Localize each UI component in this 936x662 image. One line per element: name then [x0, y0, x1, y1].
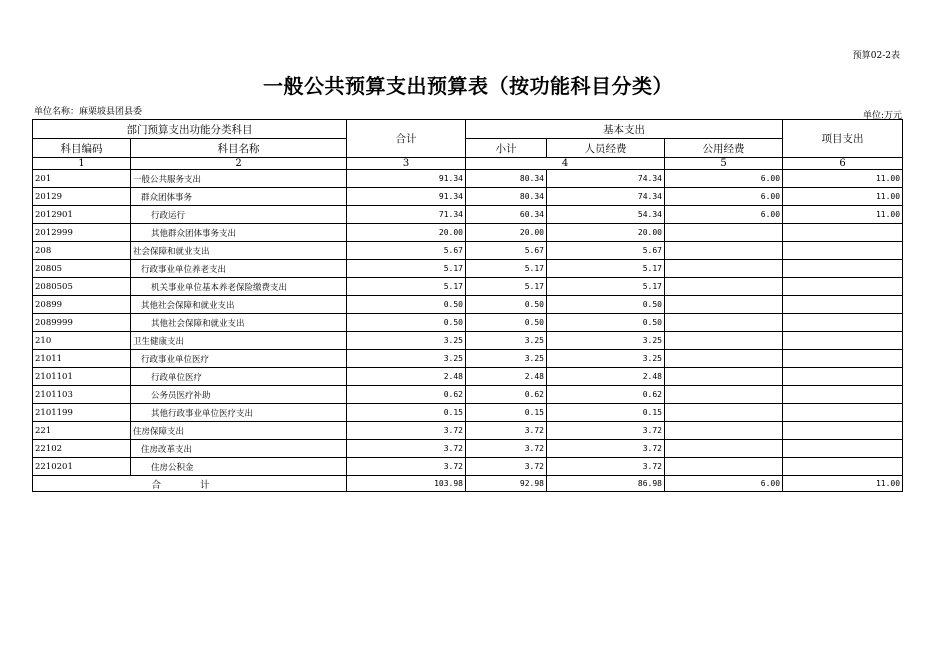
subtotal-cell: 80.34: [466, 170, 547, 188]
header-basic: 基本支出: [466, 120, 783, 139]
total-row: [33, 476, 903, 492]
public-cell: 6.00: [665, 476, 783, 492]
subtotal-cell: 3.25: [466, 332, 547, 350]
code-cell: 2012999: [33, 224, 131, 242]
personnel-cell: 3.72: [547, 440, 665, 458]
unit-label: 单位:万元: [862, 111, 902, 121]
project-cell: [783, 278, 903, 296]
name-cell: 机关事业单位基本养老保险缴费支出: [131, 278, 347, 296]
subtotal-cell: 20.00: [466, 224, 547, 242]
header-personnel: 人员经费: [547, 139, 665, 158]
code-cell: 221: [33, 422, 131, 440]
personnel-cell: 20.00: [547, 224, 665, 242]
public-cell: [665, 350, 783, 368]
project-cell: [783, 350, 903, 368]
public-cell: [665, 314, 783, 332]
subtotal-cell: 3.72: [466, 422, 547, 440]
table-row: [33, 422, 903, 440]
subtotal-cell: 5.17: [466, 278, 547, 296]
name-cell: 其他行政事业单位医疗支出: [131, 404, 347, 422]
code-cell: 20129: [33, 188, 131, 206]
name-cell: 一般公共服务支出: [131, 170, 347, 188]
header-dept-group: 部门预算支出功能分类科目: [33, 120, 347, 139]
subtotal-cell: 2.48: [466, 368, 547, 386]
project-cell: 11.00: [783, 170, 903, 188]
header-subtotal: 小计: [466, 139, 547, 158]
code-cell: 21011: [33, 350, 131, 368]
personnel-cell: 0.50: [547, 296, 665, 314]
subtotal-cell: 80.34: [466, 188, 547, 206]
personnel-cell: 0.50: [547, 314, 665, 332]
code-cell: 210: [33, 332, 131, 350]
code-cell: 208: [33, 242, 131, 260]
subtotal-cell: 5.67: [466, 242, 547, 260]
code-cell: 2080505: [33, 278, 131, 296]
personnel-cell: 5.17: [547, 260, 665, 278]
total-cell: 0.62: [347, 386, 466, 404]
subtotal-cell: 3.25: [466, 350, 547, 368]
header-total: 合计: [347, 120, 466, 158]
public-cell: [665, 458, 783, 476]
name-cell: 行政事业单位医疗: [131, 350, 347, 368]
index-cell: 1: [33, 158, 131, 170]
total-cell: 5.67: [347, 242, 466, 260]
total-cell: 3.72: [347, 422, 466, 440]
total-cell: 0.50: [347, 314, 466, 332]
personnel-cell: 0.62: [547, 386, 665, 404]
table-row: [33, 224, 903, 242]
table-row: [33, 170, 903, 188]
name-cell: 住房改革支出: [131, 440, 347, 458]
unit-name: 单位名称：麻栗坡县团县委: [34, 107, 143, 117]
total-cell: 5.17: [347, 260, 466, 278]
code-cell: 2101199: [33, 404, 131, 422]
personnel-cell: 3.72: [547, 422, 665, 440]
name-cell: 群众团体事务: [131, 188, 347, 206]
total-cell: 3.72: [347, 458, 466, 476]
personnel-cell: 3.25: [547, 332, 665, 350]
project-cell: [783, 458, 903, 476]
code-cell: 201: [33, 170, 131, 188]
personnel-cell: 0.15: [547, 404, 665, 422]
public-cell: [665, 404, 783, 422]
name-cell: 卫生健康支出: [131, 332, 347, 350]
subtotal-cell: 3.72: [466, 440, 547, 458]
index-cell: 2: [131, 158, 347, 170]
public-cell: [665, 332, 783, 350]
project-cell: 11.00: [783, 188, 903, 206]
public-cell: [665, 422, 783, 440]
total-cell: 3.25: [347, 332, 466, 350]
subtotal-cell: 5.17: [466, 260, 547, 278]
project-cell: [783, 422, 903, 440]
code-cell: 22102: [33, 440, 131, 458]
personnel-cell: 86.98: [547, 476, 665, 492]
project-cell: [783, 368, 903, 386]
public-cell: [665, 440, 783, 458]
subtotal-cell: 3.72: [466, 458, 547, 476]
total-cell: 71.34: [347, 206, 466, 224]
project-cell: [783, 224, 903, 242]
personnel-cell: 5.17: [547, 278, 665, 296]
table-body: [33, 170, 903, 476]
subtotal-cell: 0.50: [466, 296, 547, 314]
code-cell: 2012901: [33, 206, 131, 224]
table-row: [33, 206, 903, 224]
header-public: 公用经费: [665, 139, 783, 158]
code-cell: 20805: [33, 260, 131, 278]
table-row: [33, 242, 903, 260]
name-cell: 行政单位医疗: [131, 368, 347, 386]
public-cell: 6.00: [665, 206, 783, 224]
index-cell: 3: [347, 158, 466, 170]
public-cell: [665, 224, 783, 242]
project-cell: 11.00: [783, 206, 903, 224]
subtotal-cell: 60.34: [466, 206, 547, 224]
code-cell: 2101103: [33, 386, 131, 404]
total-cell: 20.00: [347, 224, 466, 242]
subtotal-cell: 0.62: [466, 386, 547, 404]
project-cell: [783, 242, 903, 260]
project-cell: [783, 404, 903, 422]
header-project: 项目支出: [783, 120, 903, 158]
budget-table: [32, 119, 903, 492]
name-cell: 其他社会保障和就业支出: [131, 296, 347, 314]
code-cell: 2089999: [33, 314, 131, 332]
subtotal-cell: 92.98: [466, 476, 547, 492]
total-cell: 0.15: [347, 404, 466, 422]
table-row: [33, 296, 903, 314]
total-label: 合 计: [33, 476, 347, 492]
project-cell: [783, 260, 903, 278]
table-row: [33, 386, 903, 404]
public-cell: 6.00: [665, 188, 783, 206]
public-cell: [665, 296, 783, 314]
index-cell: 6: [783, 158, 903, 170]
personnel-cell: 54.34: [547, 206, 665, 224]
project-cell: 11.00: [783, 476, 903, 492]
table-row: [33, 278, 903, 296]
personnel-cell: 5.67: [547, 242, 665, 260]
project-cell: [783, 386, 903, 404]
table-row: [33, 368, 903, 386]
project-cell: [783, 440, 903, 458]
subtotal-cell: 0.50: [466, 314, 547, 332]
table-row: [33, 440, 903, 458]
personnel-cell: 3.72: [547, 458, 665, 476]
personnel-cell: 3.25: [547, 350, 665, 368]
subtotal-cell: 0.15: [466, 404, 547, 422]
public-cell: [665, 260, 783, 278]
total-cell: 3.72: [347, 440, 466, 458]
personnel-cell: 74.34: [547, 188, 665, 206]
total-cell: 3.25: [347, 350, 466, 368]
name-cell: 其他群众团体事务支出: [131, 224, 347, 242]
total-cell: 103.98: [347, 476, 466, 492]
name-cell: 社会保障和就业支出: [131, 242, 347, 260]
table-row: [33, 188, 903, 206]
table-row: [33, 260, 903, 278]
index-cell: 5: [665, 158, 783, 170]
total-cell: 91.34: [347, 170, 466, 188]
table-row: [33, 404, 903, 422]
public-cell: [665, 242, 783, 260]
table-row: [33, 314, 903, 332]
name-cell: 住房保障支出: [131, 422, 347, 440]
personnel-cell: 2.48: [547, 368, 665, 386]
name-cell: 公务员医疗补助: [131, 386, 347, 404]
page-title: 一般公共预算支出预算表（按功能科目分类）: [263, 74, 673, 98]
project-cell: [783, 332, 903, 350]
personnel-cell: 74.34: [547, 170, 665, 188]
table-row: [33, 350, 903, 368]
project-cell: [783, 296, 903, 314]
name-cell: 其他社会保障和就业支出: [131, 314, 347, 332]
code-cell: 20899: [33, 296, 131, 314]
total-cell: 5.17: [347, 278, 466, 296]
table-row: [33, 458, 903, 476]
public-cell: [665, 278, 783, 296]
code-cell: 2101101: [33, 368, 131, 386]
total-cell: 2.48: [347, 368, 466, 386]
total-cell: 0.50: [347, 296, 466, 314]
name-cell: 行政事业单位养老支出: [131, 260, 347, 278]
header-name: 科目名称: [131, 139, 347, 158]
header-code: 科目编码: [33, 139, 131, 158]
name-cell: 住房公积金: [131, 458, 347, 476]
code-cell: 2210201: [33, 458, 131, 476]
project-cell: [783, 314, 903, 332]
index-cell: 4: [466, 158, 665, 170]
name-cell: 行政运行: [131, 206, 347, 224]
total-cell: 91.34: [347, 188, 466, 206]
form-number: 预算02-2表: [852, 51, 900, 61]
public-cell: [665, 368, 783, 386]
public-cell: 6.00: [665, 170, 783, 188]
table-row: [33, 332, 903, 350]
public-cell: [665, 386, 783, 404]
